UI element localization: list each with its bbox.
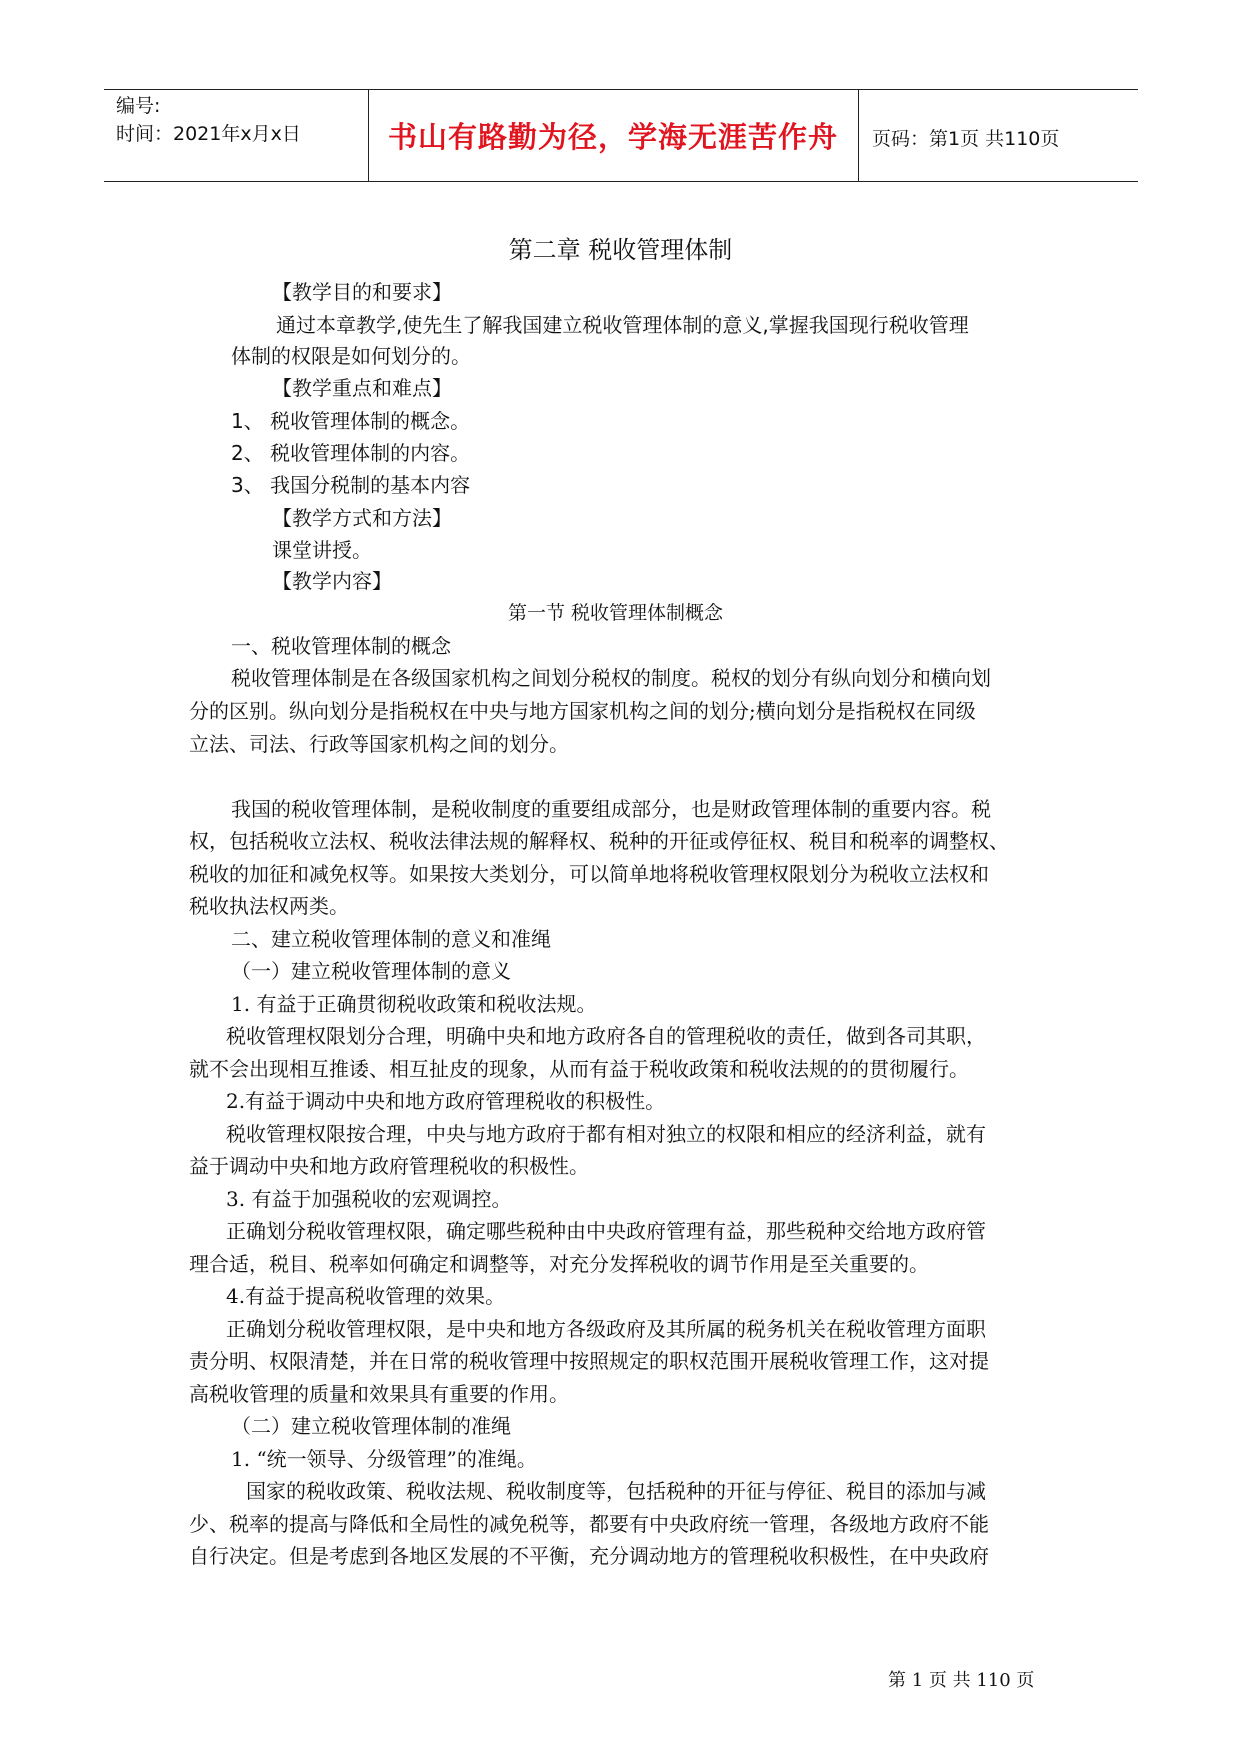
- body-line: （一）建立税收管理体制的意义: [231, 959, 511, 983]
- body-line: 一、税收管理体制的概念: [231, 634, 451, 658]
- list-item: 3、 我国分税制的基本内容: [231, 473, 471, 497]
- body-line: 税收管理权限划分合理，明确中央和地方政府各自的管理税收的责任，做到各司其职，: [226, 1024, 986, 1048]
- header-divider: [858, 89, 859, 181]
- body-line: 通过本章教学,使先生了解我国建立税收管理体制的意义,掌握我国现行税收管理: [276, 313, 969, 337]
- body-line: 3. 有益于加强税收的宏观调控。: [226, 1187, 512, 1211]
- section-heading: 【教学方式和方法】: [272, 506, 452, 530]
- section-heading: 【教学目的和要求】: [272, 280, 452, 304]
- body-line: 分的区别。纵向划分是指税权在中央与地方国家机构之间的划分;横向划分是指税权在同级: [189, 699, 976, 723]
- list-item: 1、 税收管理体制的概念。: [231, 409, 471, 433]
- header-bottom-rule: [104, 181, 1138, 182]
- body-line: 税收执法权两类。: [189, 894, 349, 918]
- body-line: 少、税率的提高与降低和全局性的减免税等，都要有中央政府统一管理，各级地方政府不能: [189, 1512, 989, 1536]
- chapter-title: 第二章 税收管理体制: [508, 236, 733, 264]
- body-line: 1. “统一领导、分级管理”的准绳。: [231, 1447, 537, 1471]
- body-line: 税收的加征和减免权等。如果按大类划分，可以简单地将税收管理权限划分为税收立法权和: [189, 862, 989, 886]
- body-line: 2.有益于调动中央和地方政府管理税收的积极性。: [226, 1089, 666, 1113]
- body-line: 立法、司法、行政等国家机构之间的划分。: [189, 732, 569, 756]
- body-line: 税收管理体制是在各级国家机构之间划分税权的制度。税权的划分有纵向划分和横向划: [231, 666, 991, 690]
- body-line: 权，包括税收立法权、税收法律法规的解释权、税种的开征或停征权、税目和税率的调整权、: [189, 829, 1009, 853]
- body-line: 1. 有益于正确贯彻税收政策和税收法规。: [231, 992, 597, 1016]
- body-line: 课堂讲授。: [272, 538, 372, 562]
- header-info: [116, 92, 301, 148]
- body-line: 高税收管理的质量和效果具有重要的作用。: [189, 1382, 569, 1406]
- body-line: 税收管理权限按合理，中央与地方政府于都有相对独立的权限和相应的经济利益，就有: [226, 1122, 986, 1146]
- body-line: 二、建立税收管理体制的意义和准绳: [231, 927, 551, 951]
- body-line: 就不会出现相互推诿、相互扯皮的现象，从而有益于税收政策和税收法规的的贯彻履行。: [189, 1057, 969, 1081]
- list-item: 2、 税收管理体制的内容。: [231, 441, 471, 465]
- page-footer: 第 1 页 共 110 页: [888, 1670, 1035, 1691]
- body-line: 自行决定。但是考虑到各地区发展的不平衡，充分调动地方的管理税收积极性，在中央政府: [189, 1544, 989, 1568]
- body-line: 正确划分税收管理权限，是中央和地方各级政府及其所属的税务机关在税收管理方面职: [226, 1317, 986, 1341]
- subsection-title: 第一节 税收管理体制概念: [508, 602, 724, 624]
- header-motto: 书山有路勤为径，学海无涯苦作舟: [387, 120, 838, 154]
- body-line: 国家的税收政策、税收法规、税收制度等，包括税种的开征与停征、税目的添加与减: [246, 1479, 986, 1503]
- number-label: 编号:: [116, 95, 161, 117]
- body-line: 体制的权限是如何划分的。: [231, 344, 471, 368]
- body-line: 4.有益于提高税收管理的效果。: [226, 1284, 506, 1308]
- section-heading: 【教学内容】: [272, 569, 392, 593]
- section-heading: 【教学重点和难点】: [272, 376, 452, 400]
- body-line: 益于调动中央和地方政府管理税收的积极性。: [189, 1154, 589, 1178]
- body-line: 理合适，税目、税率如何确定和调整等，对充分发挥税收的调节作用是至关重要的。: [189, 1252, 929, 1276]
- body-line: 责分明、权限清楚，并在日常的税收管理中按照规定的职权范围开展税收管理工作，这对提: [189, 1349, 989, 1373]
- header-top-rule: [104, 89, 1138, 90]
- time-label: 时间：2021年x月x日: [116, 123, 301, 145]
- body-line: 正确划分税收管理权限，确定哪些税种由中央政府管理有益，那些税种交给地方政府管: [226, 1219, 986, 1243]
- body-line: 我国的税收管理体制，是税收制度的重要组成部分，也是财政管理体制的重要内容。税: [231, 797, 991, 821]
- body-line: （二）建立税收管理体制的准绳: [231, 1414, 511, 1438]
- header-page-info: 页码：第1页 共110页: [872, 128, 1060, 150]
